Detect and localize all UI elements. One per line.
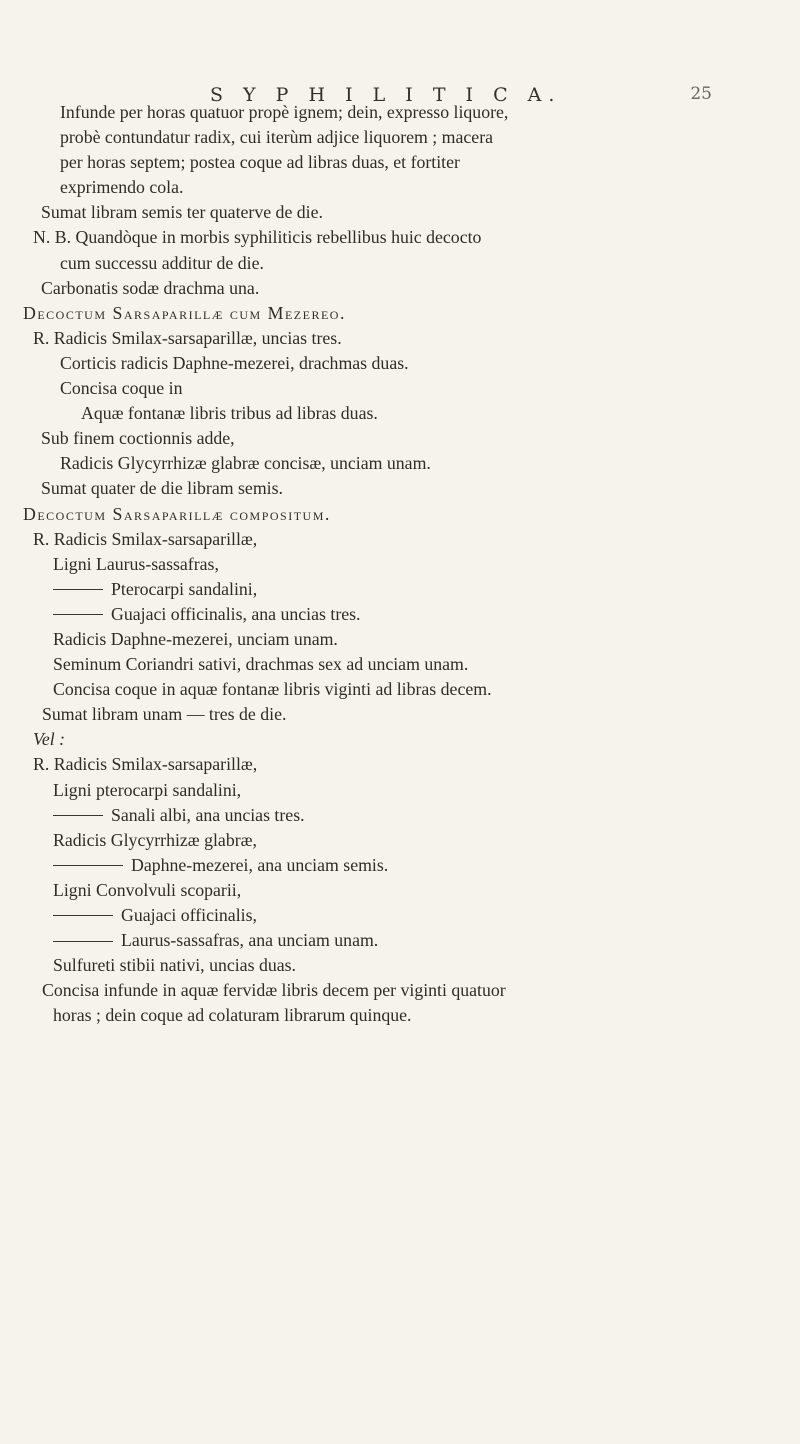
recipe-line: R. Radicis Smilax-sarsaparillæ, xyxy=(33,528,258,549)
recipe-line: Corticis radicis Daphne-mezerei, drachmas duas. xyxy=(60,352,409,373)
recipe-line: Concisa coque in aquæ fontanæ libris viginti ad libras decem. xyxy=(53,679,492,700)
text-line: horas ; dein coque ad colaturam librarum quinque. xyxy=(53,1005,412,1026)
ditto-dash xyxy=(53,614,103,615)
recipe-line: Sub finem coctionnis adde, xyxy=(41,428,235,449)
recipe-line: R. Radicis Smilax-sarsaparillæ, uncias tres. xyxy=(33,327,342,348)
recipe-line: R. Radicis Smilax-sarsaparillæ, xyxy=(33,754,258,775)
recipe-line: Concisa coque in xyxy=(60,378,183,399)
text-line: exprimendo cola. xyxy=(60,177,184,198)
recipe-line: Daphne-mezerei, ana unciam semis. xyxy=(53,853,800,878)
recipe-line: Seminum Coriandri sativi, drachmas sex ad unciam unam. xyxy=(53,654,469,675)
page-number: 25 xyxy=(690,84,712,104)
ditto-dash xyxy=(53,915,113,916)
ditto-dash xyxy=(53,941,113,942)
recipe-line: Laurus-sassafras, ana unciam unam. xyxy=(53,928,800,953)
text-line: probè contundatur radix, cui iterùm adjice liquorem ; macera xyxy=(60,127,494,148)
ditto-dash xyxy=(53,815,103,816)
body-text xyxy=(0,100,800,1028)
running-head: S Y P H I L I T I C A. xyxy=(210,84,562,106)
recipe-line: Ligni Convolvuli scoparii, xyxy=(53,879,242,900)
text-line: Carbonatis sodæ drachma una. xyxy=(41,277,260,298)
text-line: Sumat libram unam — tres de die. xyxy=(42,704,287,725)
recipe-line: Ligni Laurus-sassafras, xyxy=(53,553,219,574)
text-line: Sumat quater de die libram semis. xyxy=(41,478,283,499)
section-heading: Decoctum Sarsaparillæ compositum. xyxy=(23,503,331,524)
recipe-line: Guajaci officinalis, xyxy=(53,903,800,928)
recipe-line: Radicis Glycyrrhizæ glabræ, xyxy=(53,829,257,850)
recipe-line: Ligni pterocarpi sandalini, xyxy=(53,779,242,800)
recipe-line: Guajaci officinalis, ana uncias tres. xyxy=(53,602,800,627)
section-heading: Decoctum Sarsaparillæ cum Mezereo. xyxy=(23,302,346,323)
text-line: cum successu additur de die. xyxy=(60,252,264,273)
text-line: per horas septem; postea coque ad libras duas, et fortiter xyxy=(60,152,460,173)
text-line: Sumat libram semis ter quaterve de die. xyxy=(41,202,323,223)
recipe-line: Sanali albi, ana uncias tres. xyxy=(53,803,800,828)
recipe-line: Aquæ fontanæ libris tribus ad libras duas. xyxy=(81,403,378,424)
ditto-dash xyxy=(53,589,103,590)
recipe-line: Pterocarpi sandalini, xyxy=(53,577,800,602)
text-line: Concisa infunde in aquæ fervidæ libris decem per viginti quatuor xyxy=(42,980,506,1001)
recipe-line: Radicis Glycyrrhizæ glabræ concisæ, unciam unam. xyxy=(60,453,431,474)
ditto-dash xyxy=(53,865,123,866)
alternative-label: Vel : xyxy=(33,729,66,750)
text-line: N. B. Quandòque in morbis syphiliticis rebellibus huic decocto xyxy=(33,227,482,248)
text-line: Infunde per horas quatuor propè ignem; dein, expresso liquore, xyxy=(60,102,509,122)
recipe-line: Sulfureti stibii nativi, uncias duas. xyxy=(53,955,296,976)
recipe-line: Radicis Daphne-mezerei, unciam unam. xyxy=(53,628,338,649)
